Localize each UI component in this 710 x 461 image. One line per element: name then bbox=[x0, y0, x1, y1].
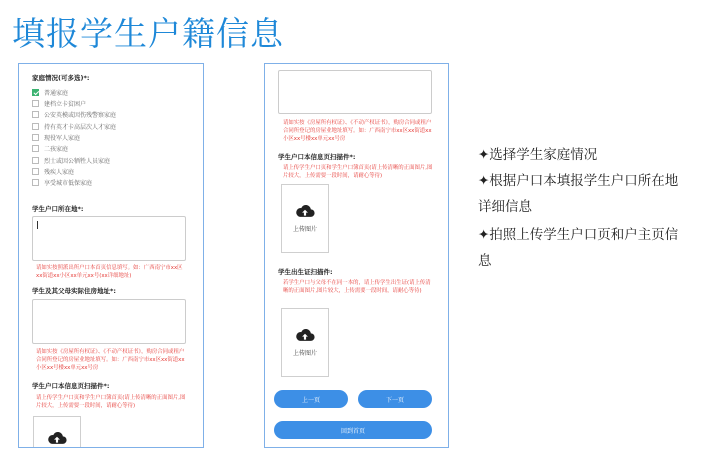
cloud-upload-icon bbox=[295, 204, 315, 218]
family-option-2[interactable] bbox=[32, 109, 116, 119]
family-option-4[interactable] bbox=[32, 132, 80, 142]
next-page-button[interactable]: 下一页 bbox=[358, 390, 432, 408]
text-caret bbox=[37, 221, 38, 229]
cloud-upload-icon bbox=[295, 328, 315, 342]
family-option-label: 烈士或因公牺牲人员家庭 bbox=[44, 157, 111, 165]
prev-page-button[interactable]: 上一页 bbox=[274, 390, 348, 408]
family-option-7[interactable] bbox=[32, 166, 74, 176]
hukou-address-note: 请如实按照派出所户口本首页信息填写。如：广西南宁市xx区xx街道xx小区xx单元xx号(xx详细地址) bbox=[36, 265, 183, 279]
checkbox-icon[interactable] bbox=[32, 100, 39, 107]
hukou-address-input[interactable] bbox=[32, 216, 186, 261]
cloud-upload-icon bbox=[47, 431, 67, 445]
step-description-2: ✦根据户口本填报学生户口所在地 bbox=[478, 173, 679, 189]
checkbox-icon[interactable] bbox=[32, 111, 39, 118]
checkbox-icon[interactable] bbox=[32, 179, 39, 186]
hukou-page-upload-box[interactable] bbox=[33, 416, 81, 448]
step-description-2-cont: 详细信息 bbox=[478, 199, 532, 215]
hukou-address-label: 学生户口所在地*: bbox=[32, 205, 84, 213]
checkbox-checked-icon[interactable] bbox=[32, 89, 39, 96]
family-option-label: 二孩家庭 bbox=[44, 145, 69, 153]
step-description-3-cont: 息 bbox=[478, 253, 492, 269]
family-option-label: 残疾人家庭 bbox=[44, 168, 75, 176]
residence-address-input[interactable] bbox=[278, 70, 432, 114]
residence-address-note: 请如实按《房屋所有权证》、《不动产权证书》，购房合同或租户合同所登记的房屋业地址填写。如：广西南宁市xx区xx街道xx小区xx号楼xx单元xx号房 bbox=[283, 120, 432, 142]
family-option-label: 公安英模或因伤残警察家庭 bbox=[44, 111, 117, 119]
step-description-1: ✦选择学生家庭情况 bbox=[478, 147, 598, 163]
family-option-0[interactable] bbox=[32, 87, 68, 97]
hukou-page-scan-label: 学生户口本信息页扫描件*: bbox=[32, 382, 110, 390]
birth-cert-upload-box[interactable] bbox=[281, 308, 329, 377]
checkbox-icon[interactable] bbox=[32, 134, 39, 141]
page-title: 填报学生户籍信息 bbox=[12, 14, 284, 53]
family-option-3[interactable] bbox=[32, 121, 116, 131]
hukou-page-scan-note: 请上传学生户口页和学生户口簿首页(请上传清晰的正面图片,图片较大，上传需要一段时间，请耐心等待) bbox=[283, 165, 433, 179]
residence-address-label: 学生及其父母实际住房地址*: bbox=[32, 287, 116, 295]
step-description-3: ✦拍照上传学生户口页和户主页信 bbox=[478, 227, 679, 243]
checkbox-icon[interactable] bbox=[32, 145, 39, 152]
birth-cert-scan-note: 若学生户口与父母不在同一本的，请上传学生出生证(请上传清晰的正面图片,图片较大，上传需要一段时间，请耐心等待) bbox=[283, 280, 431, 294]
hukou-page-scan-note: 请上传学生户口页和学生户口簿首页(请上传清晰的正面图片,图片较大，上传需要一段时间，请耐心等待) bbox=[36, 395, 186, 409]
hukou-page-upload-box[interactable] bbox=[281, 184, 329, 253]
residence-address-input[interactable] bbox=[32, 299, 186, 344]
checkbox-icon[interactable] bbox=[32, 157, 39, 164]
upload-image-label: 上传图片 bbox=[292, 226, 317, 233]
checkbox-icon[interactable] bbox=[32, 123, 39, 130]
family-option-label: 建档立卡贫困户 bbox=[44, 100, 87, 108]
family-option-label: 普通家庭 bbox=[44, 89, 69, 97]
back-home-button[interactable]: 回到首页 bbox=[274, 421, 432, 439]
family-situation-label: 家庭情况(可多选)*: bbox=[32, 74, 90, 82]
right-phone-screen bbox=[264, 63, 449, 448]
family-option-label: 现役军人家庭 bbox=[44, 134, 81, 142]
residence-address-note: 请如实按《房屋所有权证》、《不动产权证书》，购房合同或租户合同所登记的房屋业地址填写。如：广西南宁市xx区xx街道xx小区xx号楼xx单元xx号房 bbox=[36, 349, 185, 371]
family-option-label: 持有英才卡高层次人才家庭 bbox=[44, 123, 117, 131]
upload-image-label: 上传图片 bbox=[292, 350, 317, 357]
family-option-6[interactable] bbox=[32, 155, 110, 165]
birth-cert-scan-label: 学生出生证扫描件: bbox=[278, 268, 333, 276]
family-option-1[interactable] bbox=[32, 98, 86, 108]
checkbox-icon[interactable] bbox=[32, 168, 39, 175]
hukou-page-scan-label: 学生户口本信息页扫描件*: bbox=[278, 153, 356, 161]
family-option-8[interactable] bbox=[32, 177, 92, 187]
family-option-5[interactable] bbox=[32, 143, 68, 153]
family-option-label: 享受城市低保家庭 bbox=[44, 179, 93, 187]
left-phone-screen bbox=[18, 63, 204, 448]
